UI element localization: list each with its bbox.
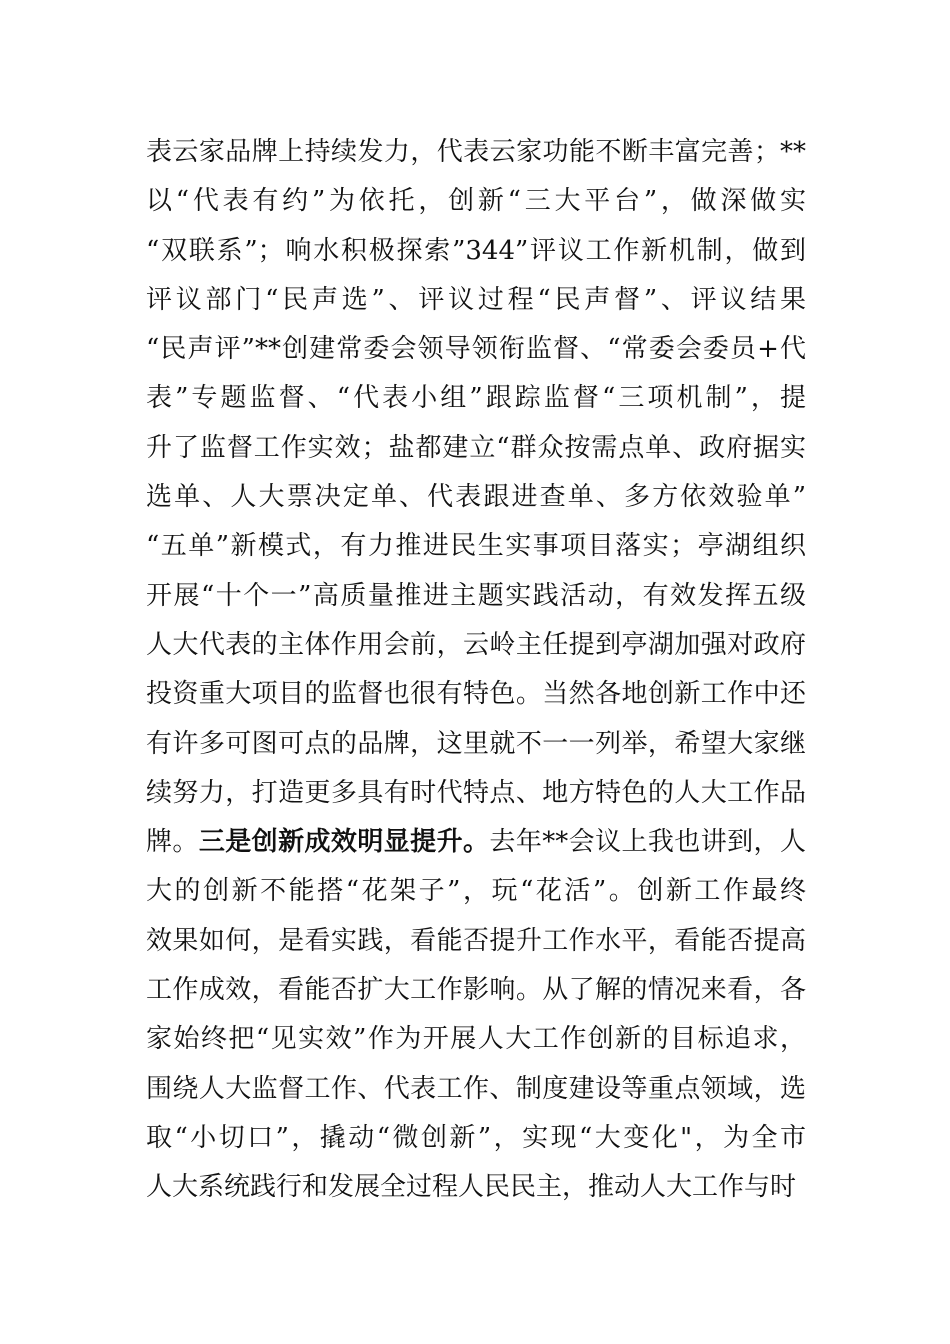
text-line-7: 升了监督工作实效；盐都建立“群众按需点单、政府据实 (146, 432, 806, 463)
text-line-13: 有许多可图可点的品牌，这里就不一一列举，希望大家继 (146, 728, 806, 759)
text-line-2: 以“代表有约”为依托，创新“三大平台”，做深做实 (146, 186, 806, 217)
text-line-8: 选单、人大票决定单、代表跟进查单、多方依效验单” (146, 482, 806, 513)
text-line-6: 表”专题监督、“代表小组”跟踪监督“三项机制”，提 (146, 383, 806, 414)
text-line-18: 工作成效，看能否扩大工作影响。从了解的情况来看，各 (146, 975, 806, 1006)
body-paragraph (146, 128, 806, 1213)
bold-heading-point-three: 三是创新成效明显提升。 (198, 827, 490, 858)
text-line-19: 家始终把“见实效”作为开展人大工作创新的目标追求， (146, 1024, 806, 1055)
text-line-15-pre: 牌。 (146, 827, 199, 858)
text-line-20: 围绕人大监督工作、代表工作、制度建设等重点领域，选 (146, 1073, 806, 1104)
text-line-10: 开展“十个一”高质量推进主题实践活动，有效发挥五级 (146, 580, 806, 611)
text-line-3: “双联系”；响水积极探索”344”评议工作新机制，做到 (146, 235, 806, 266)
text-line-11: 人大代表的主体作用会前，云岭主任提到亭湖加强对政府 (146, 629, 806, 660)
text-line-21: 取“小切口”，撬动“微创新”，实现“大变化"，为全市 (146, 1122, 806, 1153)
text-line-16: 大的创新不能搭“花架子”，玩“花活”。创新工作最终 (146, 876, 806, 907)
text-line-9: “五单”新模式，有力推进民生实事项目落实；亭湖组织 (146, 531, 806, 562)
text-line-22: 人大系统践行和发展全过程人民民主，推动人大工作与时 (146, 1172, 797, 1203)
text-line-15-post: 去年**会议上我也讲到，人 (489, 827, 806, 858)
text-line-12: 投资重大项目的监督也很有特色。当然各地创新工作中还 (146, 679, 806, 710)
text-line-17: 效果如何，是看实践，看能否提升工作水平，看能否提高 (146, 925, 806, 956)
text-line-14: 续努力，打造更多具有时代特点、地方特色的人大工作品 (146, 777, 806, 808)
text-line-15 (146, 818, 806, 867)
text-line-1: 表云家品牌上持续发力，代表云家功能不断丰富完善；** (146, 137, 806, 167)
text-line-5: “民声评”**创建常委会领导领衔监督、“常委会委员+代 (146, 334, 806, 365)
text-line-4: 评议部门“民声选”、评议过程“民声督”、评议结果 (146, 284, 806, 315)
